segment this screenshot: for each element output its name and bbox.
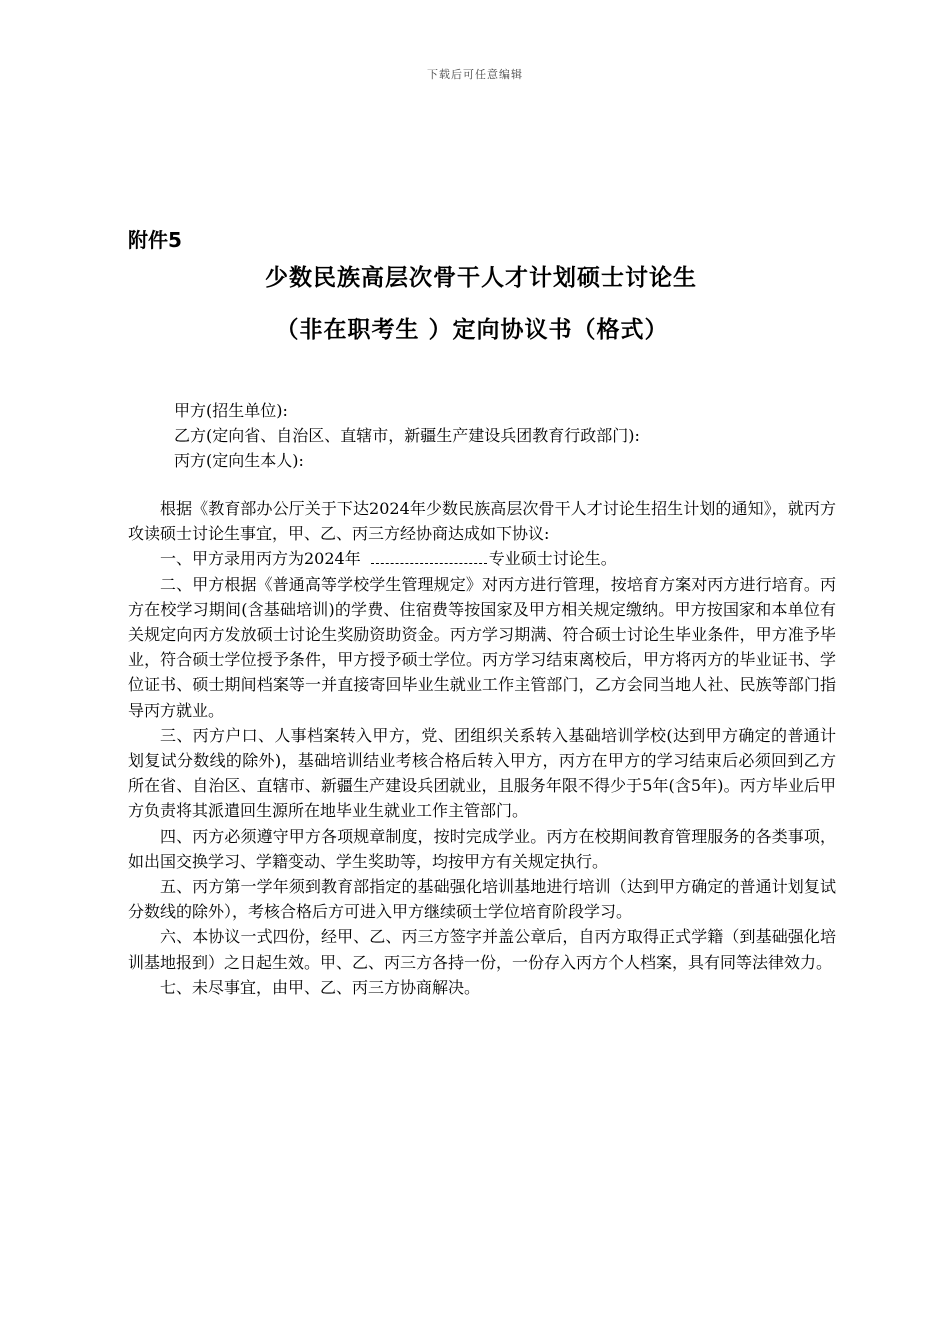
document-title-line-1: 少数民族高层次骨干人才计划硕士讨论生 — [265, 265, 697, 291]
clause-5: 五、丙方第一学年须到教育部指定的基础强化培训基地进行培训（达到甲方确定的普通计划复试分数线的除外），考核合格后方可进入甲方继续硕士学位培育阶段学习。 — [128, 877, 836, 922]
clause-1-text-before: 一、甲方录用丙方为2024年 — [160, 549, 361, 569]
party-b-line: 乙方(定向省、自治区、直辖市，新疆生产建设兵团教育行政部门): — [174, 426, 640, 445]
clause-1-text-after: 专业硕士讨论生。 — [488, 549, 617, 569]
clause-2: 二、甲方根据《普通高等学校学生管理规定》对丙方进行管理，按培育方案对丙方进行培育。丙方在校学习期间(含基础培训)的学费、住宿费等按国家及甲方相关规定缴纳。甲方按国家和本单位有关规定向丙方发放硕士讨论生奖励资助资金。丙方学习期满、符合硕士讨论生毕业条件，甲方准予毕业，符合硕士学位授予条件，甲方授予硕士学位。丙方学习结束离校后，甲方将丙方的毕业证书、学位证书、硕士期间档案等一并直接寄回毕业生就业工作主管部门，乙方会同当地人社、民族等部门指导丙方就业。 — [128, 574, 836, 720]
document-title-line-2: （非在职考生 ）定向协议书（格式） — [275, 317, 669, 343]
parties-block — [174, 398, 854, 473]
clause-3: 三、丙方户口、人事档案转入甲方，党、团组织关系转入基础培训学校(达到甲方确定的普通计划复试分数线的除外)，基础培训结业考核合格后转入甲方，丙方在甲方的学习结束后必须回到乙方所在省、自治区、直辖市、新疆生产建设兵团就业，且服务年限不得少于5年(含5年)。丙方毕业后甲方负责将其派遣回生源所在地毕业生就业工作主管部门。 — [128, 725, 836, 821]
agreement-body — [128, 496, 836, 1000]
clause-1 — [128, 546, 836, 571]
header-note: 下载后可任意编辑 — [427, 68, 523, 81]
intro-paragraph: 根据《教育部办公厅关于下达2024年少数民族高层次骨干人才讨论生招生计划的通知》，就丙方攻读硕士讨论生事宜，甲、乙、丙三方经协商达成如下协议: — [128, 499, 836, 544]
clause-4: 四、丙方必须遵守甲方各项规章制度，按时完成学业。丙方在校期间教育管理服务的各类事项，如出国交换学习、学籍变动、学生奖助等，均按甲方有关规定执行。 — [128, 826, 836, 871]
party-a-line: 甲方(招生单位): — [174, 401, 288, 420]
party-c-line: 丙方(定向生本人): — [174, 451, 304, 470]
attachment-label: 附件5 — [128, 228, 182, 252]
clause-7: 七、未尽事宜，由甲、乙、丙三方协商解决。 — [160, 977, 481, 997]
major-blank-line — [371, 549, 487, 564]
clause-6: 六、本协议一式四份，经甲、乙、丙三方签字并盖公章后，自丙方取得正式学籍（到基础强化培训基地报到）之日起生效。甲、乙、丙三方各持一份，一份存入丙方个人档案，具有同等法律效力。 — [128, 927, 836, 972]
